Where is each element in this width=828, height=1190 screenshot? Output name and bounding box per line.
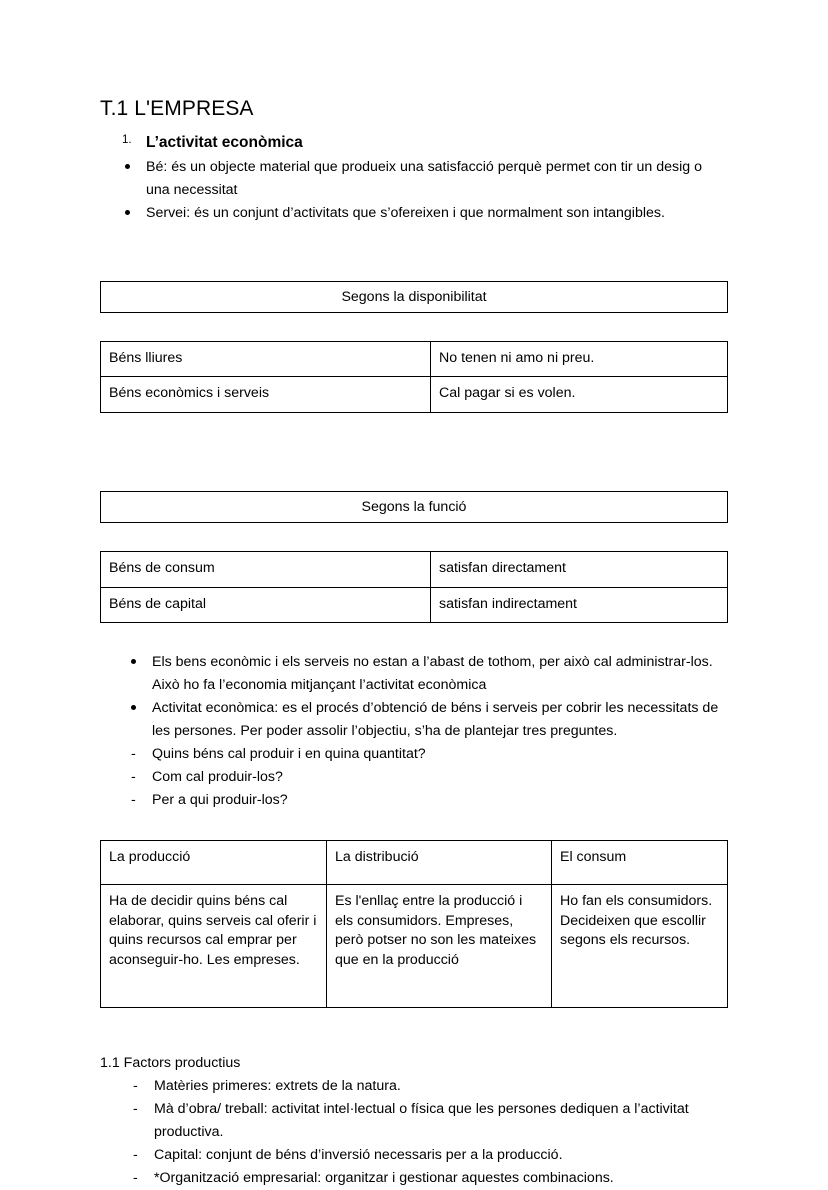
- list-item: [100, 766, 728, 789]
- list-item-text: Mà d’obra/ treball: activitat intel·lectual o física que les persones dediquen a l’activitat productiva.: [154, 1101, 689, 1141]
- list-item: [100, 743, 728, 766]
- list-item-text: Capital: conjunt de béns d’inversió necessaris per a la producció.: [154, 1147, 563, 1164]
- table-cell-definition: No tenen ni amo ni preu.: [431, 341, 728, 377]
- function-table-banner: Segons la funció: [100, 491, 728, 523]
- dash-bullet-icon: -: [131, 746, 136, 763]
- list-item: [100, 1144, 728, 1167]
- table-row: [101, 885, 728, 1008]
- spacer: [100, 523, 728, 551]
- bullet-dot-icon: [131, 705, 136, 710]
- spacer: [100, 623, 728, 651]
- list-item-text: Per a qui produir-los?: [152, 792, 288, 809]
- table-cell-description: Ho fan els consumidors. Decideixen que escollir segons els recursos.: [552, 885, 728, 1008]
- page-title: T.1 L'EMPRESA: [100, 97, 254, 120]
- document-content: [100, 96, 728, 1190]
- section-1-numbered-list: [100, 131, 728, 154]
- factors-section-heading: 1.1 Factors productius: [100, 1055, 241, 1072]
- economic-activity-questions: [100, 743, 728, 812]
- list-item-text: Matèries primeres: extrets de la natura.: [154, 1078, 401, 1095]
- spacer: [100, 1008, 728, 1052]
- availability-table: [100, 341, 728, 413]
- list-item: [100, 202, 728, 225]
- spacer: [100, 812, 728, 840]
- table-cell-term: Béns de capital: [101, 587, 431, 623]
- table-row: [101, 587, 728, 623]
- list-item-text: *Organització empresarial: organitzar i gestionar aquestes combinacions.: [154, 1170, 614, 1187]
- list-item-text: Com cal produir-los?: [152, 769, 283, 786]
- list-item-text: Els bens econòmic i els serveis no estan a l’abast de tothom, per això cal administrar-los. Això ho fa l’economia mitjançant l’activitat econòmica: [152, 654, 713, 694]
- list-item-text: Servei: és un conjunt d’activitats que s’ofereixen i que normalment son intangibles.: [146, 204, 665, 221]
- list-item: [100, 1075, 728, 1098]
- table-column-header: La producció: [101, 841, 327, 885]
- spacer: [100, 225, 728, 281]
- bullet-dot-icon: [125, 210, 130, 215]
- table-column-header: La distribució: [327, 841, 552, 885]
- factors-list: [100, 1075, 728, 1190]
- section-1-heading-label: L’activitat econòmica: [146, 133, 303, 151]
- list-item: [100, 1098, 728, 1144]
- availability-table-banner: Segons la disponibilitat: [100, 281, 728, 313]
- dash-bullet-icon: -: [131, 769, 136, 786]
- list-item-text: Quins béns cal produir i en quina quantitat?: [152, 746, 426, 763]
- phases-table: [100, 840, 728, 1008]
- table-cell-term: Béns econòmics i serveis: [101, 377, 431, 413]
- spacer: [100, 469, 728, 491]
- dash-bullet-icon: -: [131, 792, 136, 809]
- dash-bullet-icon: -: [133, 1078, 138, 1095]
- list-item: [100, 1167, 728, 1190]
- spacer: [100, 313, 728, 341]
- list-item: [100, 789, 728, 812]
- dash-bullet-icon: -: [133, 1101, 138, 1118]
- table-cell-term: Béns de consum: [101, 552, 431, 588]
- economic-activity-bullets: [100, 651, 728, 743]
- table-cell-term: Béns lliures: [101, 341, 431, 377]
- list-item: [100, 697, 728, 743]
- list-item: [100, 156, 728, 202]
- spacer: [100, 413, 728, 469]
- list-item-text: Activitat econòmica: es el procés d’obtenció de béns i serveis per cobrir les necessitats de les persones. Per poder assolir l’objectiu, s’ha de plantejar tres preguntes.: [152, 700, 719, 740]
- list-item-text: Bé: és un objecte material que produeix una satisfacció perquè permet con tir un desig o una necessitat: [146, 158, 703, 198]
- table-cell-description: Es l'enllaç entre la producció i els consumidors. Empreses, però potser no son les mateixes que en la producció: [327, 885, 552, 1008]
- table-cell-description: Ha de decidir quins béns cal elaborar, quins serveis cal oferir i quins recursos cal emprar per aconseguir-ho. Les empreses.: [101, 885, 327, 1008]
- table-cell-definition: satisfan indirectament: [431, 587, 728, 623]
- table-row: [101, 341, 728, 377]
- bullet-dot-icon: [125, 164, 130, 169]
- table-column-header: El consum: [552, 841, 728, 885]
- table-row: [101, 377, 728, 413]
- table-cell-definition: Cal pagar si es volen.: [431, 377, 728, 413]
- list-item: [100, 651, 728, 697]
- section-1-number: 1.: [122, 133, 132, 146]
- function-table: [100, 551, 728, 623]
- section-1-bullets: [100, 156, 728, 225]
- table-cell-definition: satisfan directament: [431, 552, 728, 588]
- dash-bullet-icon: -: [133, 1170, 138, 1187]
- table-row: [101, 552, 728, 588]
- bullet-dot-icon: [131, 659, 136, 664]
- table-header-row: [101, 841, 728, 885]
- section-1-heading-item: [100, 131, 728, 154]
- dash-bullet-icon: -: [133, 1147, 138, 1164]
